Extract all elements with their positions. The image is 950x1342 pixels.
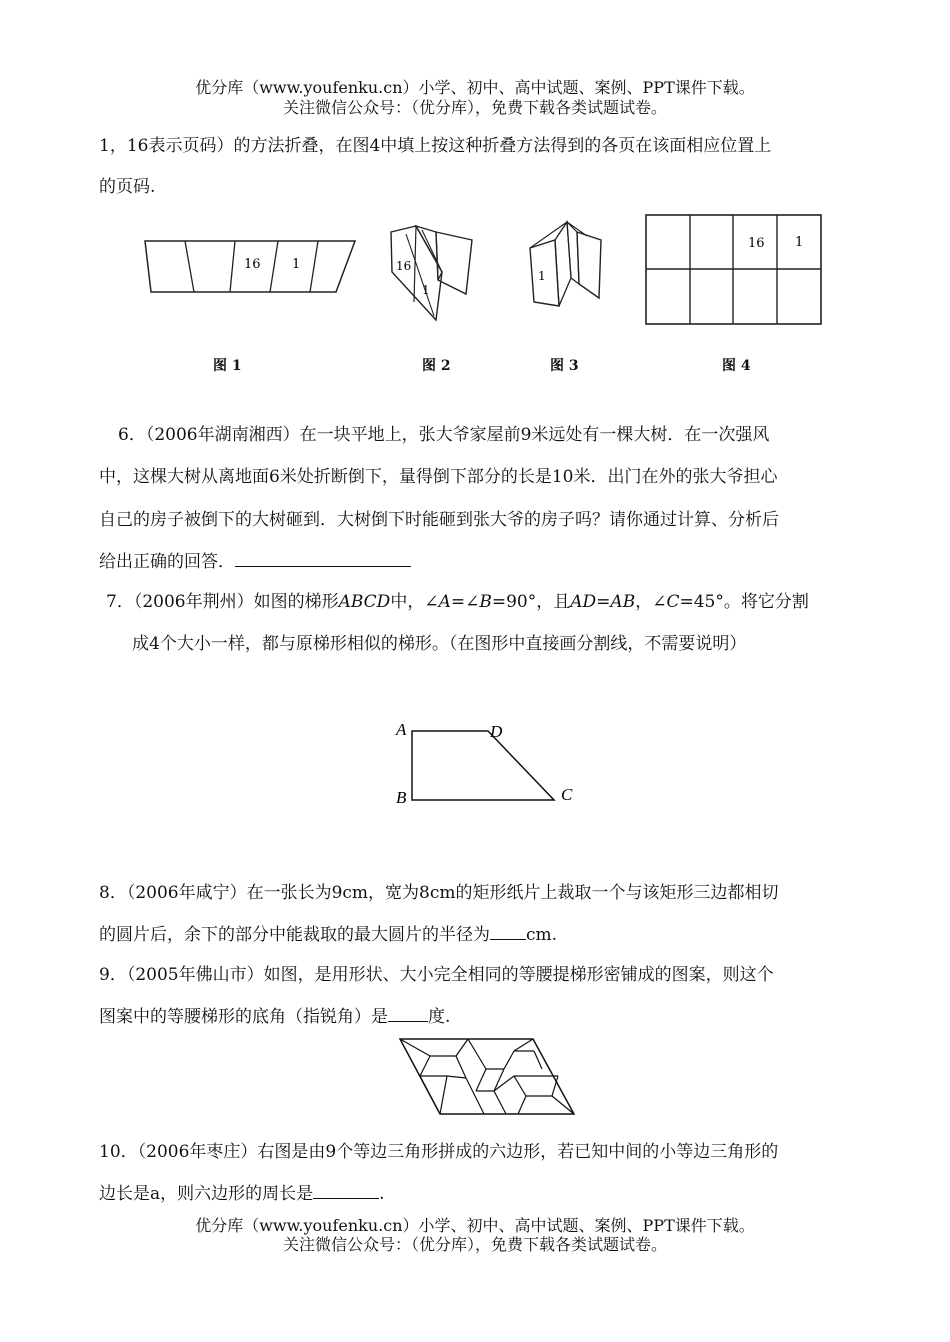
q6-line-2: 中，这棵大树从离地面6米处折断倒下，量得倒下部分的长是10米．出门在外的张大爷担心 (99, 467, 778, 487)
fig4-page-16: 16 (748, 236, 765, 251)
q6-line-1: 6．（2006年湖南湘西）在一块平地上，张大爷家屋前9米远处有一棵大树．在一次强风 (118, 425, 770, 445)
q10-answer-blank[interactable] (313, 1182, 379, 1199)
fig2-page-1: 1 (422, 283, 430, 297)
q7-line-1 (106, 587, 809, 612)
q6-line-3: 自己的房子被倒下的大树砸到．大树倒下时能砸到张大爷的房子吗？请你通过计算、分析后 (99, 510, 779, 530)
trapezoid-figure (392, 716, 582, 812)
footer-line-2: 关注微信公众号：（优分库），免费下载各类试题试卷。 (282, 1235, 667, 1254)
q8-line-2 (99, 920, 557, 945)
q10-line-2 (99, 1179, 385, 1204)
fig1-page-1: 1 (292, 257, 301, 272)
q7-b: B (479, 592, 492, 612)
q10-line-1: 10．（2006年枣庄）右图是由9个等边三角形拼成的六边形，若已知中间的小等边三角形的 (99, 1142, 779, 1162)
header-line-1: 优分库（www.youfenku.cn）小学、初中、高中试题、案例、PPT课件下载。 (195, 78, 755, 97)
q7-mid2: =90°，且 (491, 592, 571, 612)
fig1-folded-strip (140, 236, 362, 300)
q7-line-2: 成4个大小一样，都与原梯形相似的梯形。（在图形中直接画分割线，不需要说明） (132, 634, 747, 654)
q7-ad: AD (570, 592, 597, 612)
header-line-2: 关注微信公众号：（优分库），免费下载各类试题试卷。 (282, 98, 667, 117)
fig2-folded-booklet (386, 222, 478, 326)
q8-answer-blank[interactable] (490, 923, 526, 940)
q8-line-2-pre: 的圆片后，余下的部分中能裁取的最大圆片的半径为 (99, 925, 490, 945)
q5-line-1: 1，16表示页码）的方法折叠，在图4中填上按这种折叠方法得到的各页在该面相应位置上 (99, 136, 772, 156)
q9-line-2-post: 度. (428, 1007, 451, 1027)
footer-line-1: 优分库（www.youfenku.cn）小学、初中、高中试题、案例、PPT课件下载。 (195, 1216, 755, 1235)
q9-line-1: 9．（2005年佛山市）如图，是用形状、大小完全相同的等腰提梯形密铺成的图案，则这个 (99, 965, 774, 985)
vertex-d-label: D (490, 722, 503, 741)
q8-line-2-post: cm. (526, 925, 558, 945)
q5-line-2: 的页码. (99, 177, 156, 197)
q7-eq2: = (596, 592, 611, 612)
q7-ab: AB (610, 592, 636, 612)
q7-end: =45°。将它分割 (679, 592, 809, 612)
fig1-page-16: 16 (244, 257, 261, 272)
q9-answer-blank[interactable] (388, 1005, 428, 1022)
q8-line-1: 8．（2006年咸宁）在一张长为9cm，宽为8cm的矩形纸片上裁取一个与该矩形三边都相切 (99, 883, 779, 903)
q7-eq: =∠ (450, 592, 480, 612)
fig2-label: 图 2 (422, 358, 451, 374)
fig3-folded-booklet (525, 218, 607, 310)
q6-line-4 (99, 547, 411, 572)
q9-line-2 (99, 1002, 450, 1027)
vertex-b-label: B (396, 788, 407, 807)
trapezoid-tiling-figure (396, 1036, 578, 1118)
fig4-label: 图 4 (722, 358, 751, 374)
fig3-page-1: 1 (538, 269, 546, 283)
fig2-page-16: 16 (396, 259, 412, 273)
fig1-label: 图 1 (213, 358, 242, 374)
vertex-c-label: C (561, 785, 573, 804)
q7-mid3: ，∠ (635, 592, 667, 612)
q6-line-4-text: 给出正确的回答． (99, 552, 235, 572)
q9-line-2-pre: 图案中的等腰梯形的底角（指锐角）是 (99, 1007, 388, 1027)
fig4-page-1: 1 (795, 235, 804, 250)
vertex-a-label: A (396, 720, 407, 739)
fig3-label: 图 3 (550, 358, 579, 374)
q7-mid1: 中，∠ (390, 592, 439, 612)
q7-abcd: ABCD (338, 592, 391, 612)
q10-line-2-pre: 边长是a，则六边形的周长是 (99, 1184, 314, 1204)
fig4-page-grid (645, 214, 825, 326)
q6-answer-blank[interactable] (235, 550, 411, 567)
q7-a: A (438, 592, 451, 612)
q7-num: 7．（2006年荆州）如图的梯形 (106, 592, 339, 612)
q10-line-2-post: . (379, 1184, 385, 1204)
q7-c: C (666, 592, 680, 612)
